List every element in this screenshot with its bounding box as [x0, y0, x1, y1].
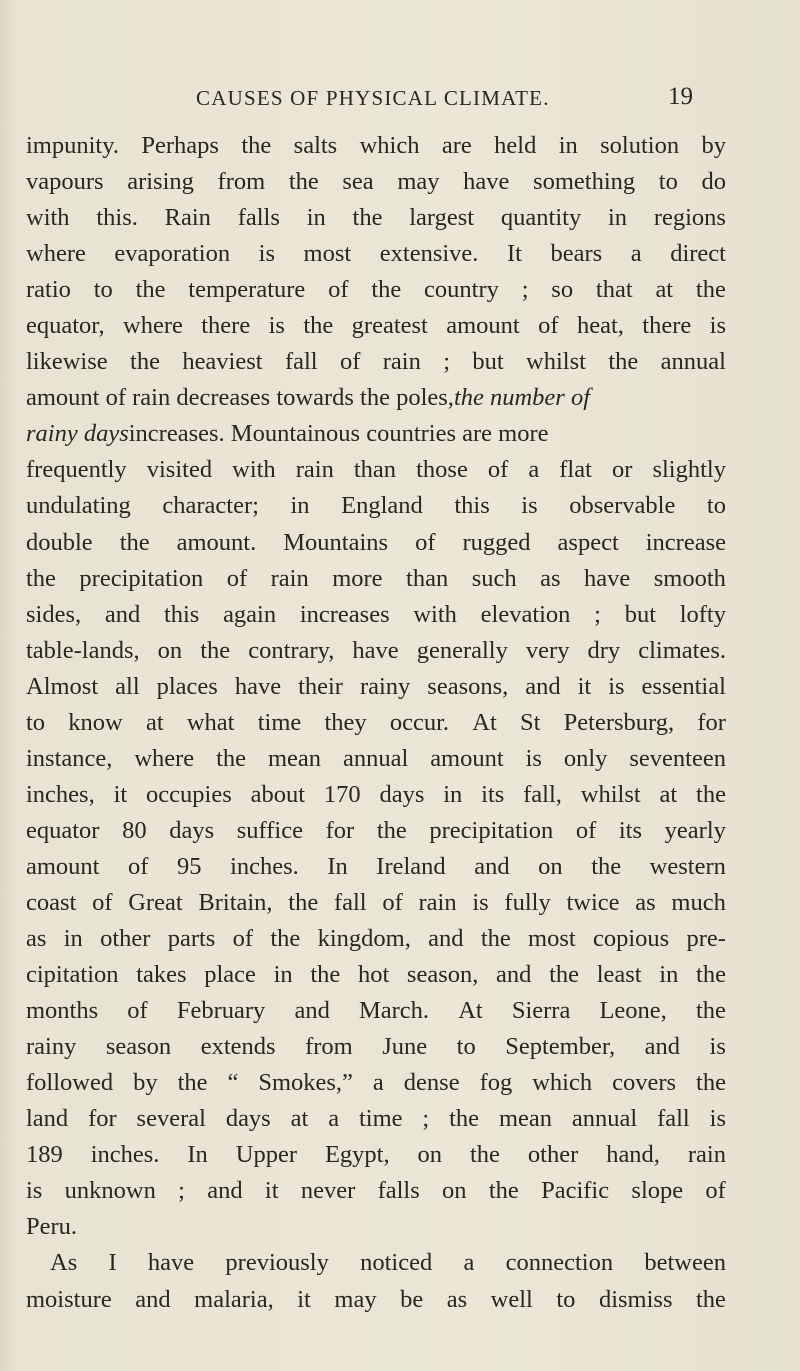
text-line: equator 80 days suffice for the precipitation of its yearly	[26, 816, 726, 844]
body-text	[26, 128, 726, 1318]
text-line: undulating character; in England this is observable to	[26, 492, 726, 520]
text-line: coast of Great Britain, the fall of rain is fully twice as much	[26, 888, 726, 916]
text-line: equator, where there is the greatest amount of heat, there is	[26, 312, 726, 340]
text-line: with this. Rain falls in the largest quantity in regions	[26, 204, 726, 232]
text-line: double the amount. Mountains of rugged aspect increase	[26, 528, 726, 556]
text-line: followed by the “ Smokes,” a dense fog which covers the	[26, 1069, 726, 1097]
text-line: the precipitation of rain more than such as have smooth	[26, 564, 726, 592]
text-line: frequently visited with rain than those of a flat or slightly	[26, 456, 726, 484]
text-line: instance, where the mean annual amount is only seventeen	[26, 744, 726, 772]
text-line: As I have previously noticed a connection between	[50, 1249, 726, 1277]
text-line: inches, it occupies about 170 days in its fall, whilst at the	[26, 780, 726, 808]
text-line: cipitation takes place in the hot season, and the least in the	[26, 961, 726, 989]
running-title: CAUSES OF PHYSICAL CLIMATE.	[196, 86, 550, 110]
text-line: sides, and this again increases with elevation ; but lofty	[26, 600, 726, 628]
text-line: where evaporation is most extensive. It bears a direct	[26, 240, 726, 268]
text-line: table-lands, on the contrary, have generally very dry climates.	[26, 636, 726, 664]
italic-phrase: the number of	[453, 384, 591, 412]
text-line: likewise the heaviest fall of rain ; but whilst the annual	[26, 348, 726, 376]
text-line: vapours arising from the sea may have something to do	[26, 168, 726, 196]
text-line: to know at what time they occur. At St Petersburg, for	[26, 708, 726, 736]
text-line: rainy season extends from June to September, and is	[26, 1033, 726, 1061]
text-line: Almost all places have their rainy seasons, and it is essential	[26, 672, 726, 700]
text-line: impunity. Perhaps the salts which are held in solution by	[26, 132, 726, 159]
page-number: 19	[668, 83, 693, 110]
text-line: as in other parts of the kingdom, and the most copious pre-	[26, 925, 726, 953]
text-line: moisture and malaria, it may be as well to dismiss the	[26, 1285, 726, 1313]
italic-phrase: rainy days	[26, 420, 129, 448]
text-line: land for several days at a time ; the mean annual fall is	[26, 1105, 726, 1133]
text-line: months of February and March. At Sierra Leone, the	[26, 997, 726, 1025]
running-head	[0, 83, 800, 116]
text-line: rainy daysincreases. Mountainous countries are more	[26, 416, 726, 452]
text-line: is unknown ; and it never falls on the Pacific slope of	[26, 1177, 726, 1205]
text-line: amount of rain decreases towards the poles,the number of	[26, 380, 726, 416]
text-line: amount of 95 inches. In Ireland and on the western	[26, 852, 726, 880]
text-line: ratio to the temperature of the country ; so that at the	[26, 276, 726, 304]
text-line: Peru.	[26, 1213, 78, 1241]
text-line: 189 inches. In Upper Egypt, on the other hand, rain	[26, 1141, 726, 1169]
